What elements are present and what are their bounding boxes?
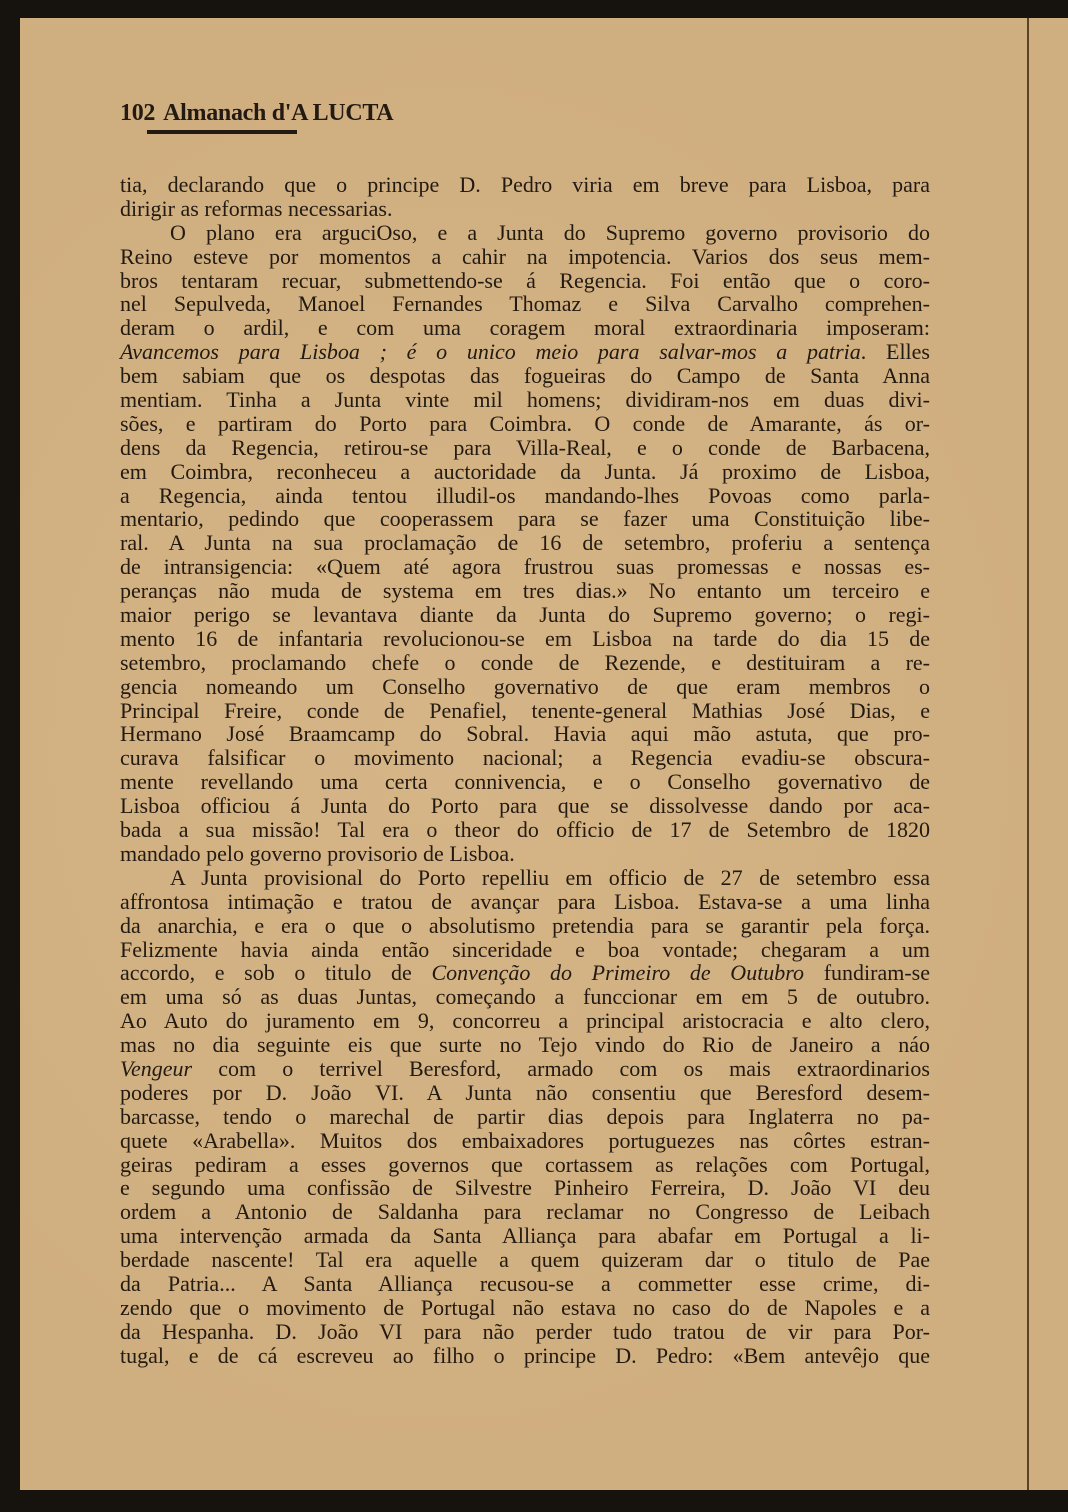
line-text: poderes por D. João VI. A Junta não consentiu que Beresford desem-: [120, 1079, 930, 1105]
line-text: berdade nascente! Tal era aquelle a quem quizeram dar o titulo de Pae: [120, 1247, 930, 1273]
page-number: 102: [120, 100, 156, 126]
line-text: peranças não muda de systema em tres dias.» No entanto um terceiro e: [120, 578, 930, 604]
header-rule: [147, 130, 297, 134]
text-line: [120, 1105, 930, 1129]
text-line: [120, 388, 930, 412]
text-line: [120, 1296, 930, 1320]
italic-text: Avancemos para Lisboa ; é o unico meio para salvar-mos a patria: [120, 339, 861, 365]
line-text: mas no dia seguinte eis que surte no Tejo vindo do Rio de Janeiro a náo: [120, 1032, 930, 1058]
line-text: mente revellando uma certa connivencia, e o Conselho governativo de: [120, 769, 930, 795]
line-text: A Junta provisional do Porto repelliu em officio de 27 de setembro essa: [170, 864, 930, 890]
line-text: da Patria... A Santa Alliança recusou-se a commetter esse crime, di-: [120, 1270, 930, 1296]
text-line: [120, 1009, 930, 1033]
line-text: e segundo uma confissão de Silvestre Pinheiro Ferreira, D. João VI deu: [120, 1175, 930, 1201]
line-text: com o terrivel Beresford, armado com os mais extraordinarios: [192, 1055, 930, 1081]
line-text: Felizmente havia ainda então sinceridade e boa vontade; chegaram a um: [120, 936, 930, 962]
line-text: mentiam. Tinha a Junta vinte mil homens; dividiram-nos em duas divi-: [120, 387, 930, 413]
text-line: [120, 245, 930, 269]
line-text: zendo que o movimento de Portugal não estava no caso do de Napoles e a: [120, 1294, 930, 1320]
italic-text: Convenção do Primeiro de Outubro: [431, 960, 805, 986]
text-line: [120, 866, 930, 890]
line-text: bem sabiam que os despotas das fogueiras do Campo de Santa Anna: [120, 363, 930, 389]
line-text: tia, declarando que o principe D. Pedro viria em breve para Lisboa, para: [120, 172, 930, 197]
text-line: [120, 818, 930, 842]
running-header: [120, 100, 393, 127]
line-text: barcasse, tendo o marechal de partir dias depois para Inglaterra no pa-: [120, 1103, 930, 1129]
text-line: [120, 1224, 930, 1248]
text-line: [120, 1176, 930, 1200]
text-line: [120, 436, 930, 460]
line-text: em Coimbra, reconheceu a auctoridade da Junta. Já proximo de Lisboa,: [120, 458, 930, 484]
line-text: maior perigo se levantava diante da Junta do Supremo governo; o regi-: [120, 602, 930, 628]
text-line: [120, 1320, 930, 1344]
line-text: Ao Auto do juramento em 9, concorreu a principal aristocracia e alto clero,: [120, 1008, 930, 1034]
line-text: bada a sua missão! Tal era o theor do officio de 17 de Setembro de 1820: [120, 817, 930, 843]
text-line: [120, 890, 930, 914]
line-text: O plano era arguciOso, e a Junta do Supremo governo provisorio do: [170, 219, 930, 245]
page-fold: [1027, 18, 1029, 1490]
text-line: [120, 842, 930, 866]
text-line: [120, 1272, 930, 1296]
publication-title: Almanach d'A LUCTA: [163, 100, 394, 126]
text-line: [120, 722, 930, 746]
line-text: uma intervenção armada da Santa Alliança para abafar em Portugal a li-: [120, 1223, 930, 1249]
text-line: [120, 746, 930, 770]
line-text: a Regencia, ainda tentou illudil-os mandando-lhes Povoas como parla-: [120, 482, 930, 508]
line-text: nel Sepulveda, Manoel Fernandes Thomaz e Silva Carvalho comprehen-: [120, 291, 930, 317]
text-line: [120, 197, 930, 221]
line-text: tugal, e de cá escreveu ao filho o principe D. Pedro: «Bem antevêjo que: [120, 1342, 930, 1368]
line-text: Lisboa officiou á Junta do Porto para que se dissolvesse dando por aca-: [120, 793, 930, 819]
line-text: bros tentaram recuar, submettendo-se á Regencia. Foi então que o coro-: [120, 267, 930, 293]
line-text: mento 16 de infantaria revolucionou-se em Lisboa na tarde do dia 15 de: [120, 625, 930, 651]
text-line: [120, 1344, 930, 1368]
line-text: da Hespanha. D. João VI para não perder tudo tratou de vir para Por-: [120, 1318, 930, 1344]
line-text: ral. A Junta na sua proclamação de 16 de setembro, proferiu a sentença: [120, 530, 930, 556]
line-text: Hermano José Braamcamp do Sobral. Havia aqui mão astuta, que pro-: [120, 721, 930, 747]
line-text: accordo, e sob o titulo de: [120, 960, 432, 986]
text-line: [120, 1057, 930, 1081]
text-line: [120, 603, 930, 627]
text-line: [120, 484, 930, 508]
text-line: [120, 651, 930, 675]
text-line: [120, 699, 930, 723]
line-text: dirigir as reformas necessarias.: [120, 195, 393, 221]
line-text: curava falsificar o movimento nacional; a Regencia evadiu-se obscura-: [120, 745, 930, 771]
text-line: [120, 507, 930, 531]
line-text: dens da Regencia, retirou-se para Villa-Real, e o conde de Barbacena,: [120, 434, 930, 460]
text-line: [120, 794, 930, 818]
line-text: mentario, pedindo que cooperassem para se fazer uma Constituição libe-: [120, 506, 930, 532]
text-line: [120, 316, 930, 340]
text-line: [120, 770, 930, 794]
text-line: [120, 1033, 930, 1057]
text-line: [120, 412, 930, 436]
line-text: em uma só as duas Juntas, começando a funccionar em em 5 de outubro.: [120, 984, 930, 1010]
line-text: Principal Freire, conde de Penafiel, tenente-general Mathias José Dias, e: [120, 697, 930, 723]
text-line: [120, 531, 930, 555]
text-line: [120, 938, 930, 962]
line-text: setembro, proclamando chefe o conde de Rezende, e destituiram a re-: [120, 649, 930, 675]
text-line: [120, 292, 930, 316]
italic-text: Vengeur: [120, 1055, 193, 1081]
article-body: [120, 173, 930, 1368]
line-text: da anarchia, e era o que o absolutismo pretendia para se garantir pela força.: [120, 912, 930, 938]
line-text: . Elles: [860, 339, 930, 365]
line-text: fundiram-se: [804, 960, 930, 986]
text-line: [120, 460, 930, 484]
line-text: sões, e partiram do Porto para Coimbra. O conde de Amarante, ás or-: [120, 410, 930, 436]
text-line: [120, 555, 930, 579]
text-line: [120, 221, 930, 245]
line-text: quete «Arabella». Muitos dos embaixadores portuguezes nas côrtes estran-: [120, 1127, 930, 1153]
text-line: [120, 1153, 930, 1177]
text-line: [120, 961, 930, 985]
text-line: [120, 985, 930, 1009]
line-text: affrontosa intimação e tratou de avançar para Lisboa. Estava-se a uma linha: [120, 888, 930, 914]
text-line: [120, 364, 930, 388]
line-text: mandado pelo governo provisorio de Lisboa.: [120, 840, 515, 866]
text-line: [120, 340, 930, 364]
text-line: [120, 269, 930, 293]
line-text: geiras pediram a esses governos que cortassem as relações com Portugal,: [120, 1151, 930, 1177]
line-text: Reino esteve por momentos a cahir na impotencia. Varios dos seus mem-: [120, 243, 930, 269]
line-text: de intransigencia: «Quem até agora frustrou suas promessas e nossas es-: [120, 554, 930, 580]
text-line: [120, 1200, 930, 1224]
text-line: [120, 1129, 930, 1153]
text-line: [120, 579, 930, 603]
text-line: [120, 675, 930, 699]
text-line: [120, 627, 930, 651]
line-text: deram o ardil, e com uma coragem moral extraordinaria imposeram:: [120, 315, 930, 341]
text-line: [120, 1081, 930, 1105]
text-line: [120, 914, 930, 938]
line-text: ordem a Antonio de Saldanha para reclamar no Congresso de Leibach: [120, 1199, 930, 1225]
text-line: [120, 1248, 930, 1272]
text-line: [120, 173, 930, 197]
line-text: gencia nomeando um Conselho governativo de que eram membros o: [120, 673, 930, 699]
